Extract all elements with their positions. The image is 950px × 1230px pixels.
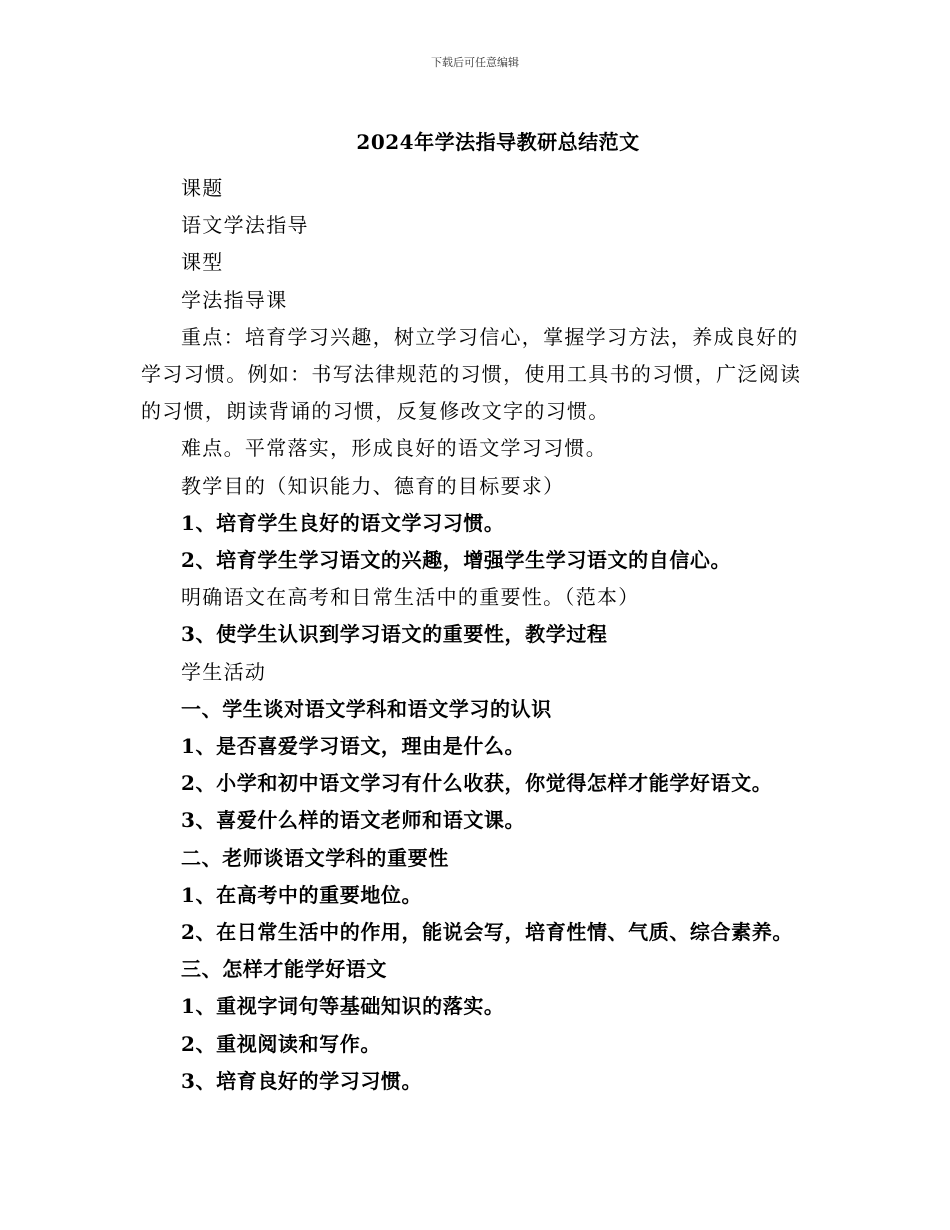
paragraph-1: 课题 xyxy=(181,176,224,200)
paragraph-19: 2、在日常生活中的作用，能说会写，培育性情、气质、综合素养。 xyxy=(181,920,793,945)
paragraph-14: 1、是否喜爱学习语文，理由是什么。 xyxy=(181,734,526,759)
document-title: 2024年学法指导教研总结范文 xyxy=(356,130,640,154)
paragraph-3: 课型 xyxy=(181,250,224,275)
paragraph-12: 学生活动 xyxy=(181,659,267,684)
page-header: 下载后可任意编辑 xyxy=(431,56,519,69)
paragraph-15: 2、小学和初中语文学习有什么收获，你觉得怎样才能学好语文。 xyxy=(181,771,773,796)
document-body xyxy=(141,170,813,1100)
paragraph-6: 难点。平常落实，形成良好的语文学习习惯。 xyxy=(181,436,607,461)
paragraph-18: 1、在高考中的重要地位。 xyxy=(181,882,423,907)
paragraph-13: 一、学生谈对语文学科和语文学习的认识 xyxy=(181,696,552,721)
paragraph-21: 1、重视字词句等基础知识的落实。 xyxy=(181,994,505,1019)
paragraph-17: 二、老师谈语文学科的重要性 xyxy=(181,845,449,870)
paragraph-9: 2、培育学生学习语文的兴趣，增强学生学习语文的自信心。 xyxy=(181,548,732,573)
paragraph-5: 重点：培育学习兴趣，树立学习信心，掌握学习方法，养成良好的学习习惯。例如：书写法律规范的习惯，使用工具书的习惯，广泛阅读的习惯，朗读背诵的习惯，反复修改文字的习惯。 xyxy=(141,324,802,424)
paragraph-16: 3、喜爱什么样的语文老师和语文课。 xyxy=(181,808,526,833)
paragraph-23: 3、培育良好的学习习惯。 xyxy=(181,1068,423,1093)
paragraph-20: 三、怎样才能学好语文 xyxy=(181,957,387,982)
paragraph-11: 3、使学生认识到学习语文的重要性，教学过程 xyxy=(181,622,608,647)
paragraph-8: 1、培育学生良好的语文学习习惯。 xyxy=(181,510,505,535)
paragraph-22: 2、重视阅读和写作。 xyxy=(181,1031,381,1056)
paragraph-4: 学法指导课 xyxy=(181,287,288,312)
paragraph-7: 教学目的（知识能力、德育的目标要求） xyxy=(181,473,565,498)
paragraph-10: 明确语文在高考和日常生活中的重要性。（范本） xyxy=(181,585,640,610)
paragraph-2: 语文学法指导 xyxy=(181,213,309,238)
